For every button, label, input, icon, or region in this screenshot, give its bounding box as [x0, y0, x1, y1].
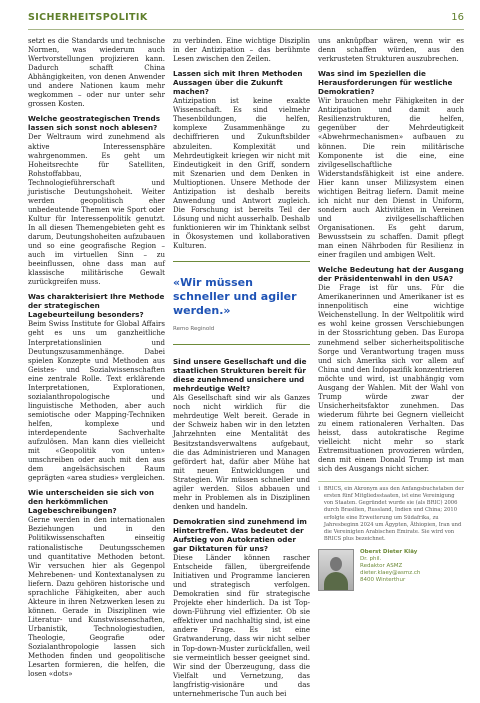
paragraph: setzt es die Standards und technische Normen, was wiederum auch Wertvorstellungen projizieren kann. Dadurch schafft China Abhängigkeiten, von denen Anwender und andere Nationen kaum mehr wegkommen – oder nur unter sehr grossen Kosten.	[28, 37, 165, 109]
author-title: Redaktor ASMZ	[360, 562, 403, 569]
author-info	[360, 549, 420, 584]
paragraph: Wir brauchen mehr Fähigkeiten in der Antizipation und damit auch Resilienzstrukturen, die helfen, gegenüber der Mehrdeutigkeit «Abwehrmechanismen» aufbauen zu können. Die rein militärische Komponente ist die eine, eine zivilgesellschaftliche Widerstandsfähigkeit ist eine andere. Hier kann unser Milizsystem einen wichtigen Beitrag liefern. Damit meine ich nicht nur den Dienst in Uniform, sondern auch Aktivitäten in Vereinen und zivilgesellschaftlichen Organisationen. Es geht darum, Bewusstsein zu schaffen. Damit pflegt man einen Nährboden für Resilienz in einer fragilen und ambigen Welt.	[318, 97, 464, 260]
paragraph: Der Weltraum wird zunehmend als aktive Interessensphäre wahrgenommen. Es geht um Hoheitsrechte für Satelliten, Rohstoffabbau, Technologieführerschaft und juristische Deutungshoheit. Weiter werden geopolitisch eher unbedeutende Themen wie Sport oder Kultur für Interessenpolitik genutzt. In all diesen Themengebieten geht es darum, Deutungshoheiten aufzubauen und so eine geografische Region – auch im virtuellen Sinn – zu beeinflussen, ohne dass man auf klassische militärische Gewalt zurückgreifen muss.	[28, 133, 165, 287]
question-heading: Sind unsere Gesellschaft und die staatlichen Strukturen bereit für diese zunehmend unsichere und mehrdeutige Welt?	[173, 357, 307, 394]
question-heading: Welche geostrategischen Trends lassen sich sonst noch ablesen?	[28, 114, 160, 133]
paragraph: Als Gesellschaft sind wir als Ganzes noch nicht wirklich für die mehrdeutige Welt bereit. Gerade in der Schweiz haben wir in den letzten Jahrzehnten eine Mentalität des Besitzstandsverwaltens aufgebaut, die das Administrieren und Managen gefördert hat, dafür aber Mühe hat mit neuen Entwicklungen und Strategien. Wir müssen schneller und agiler werden. Silos abbauen und mehr in Problemen als in Disziplinen denken und handeln.	[173, 394, 310, 511]
paragraph: uns anknüpfbar wären, wenn wir es denn schaffen würden, aus den verkrusteten Strukturen auszubrechen.	[318, 37, 464, 64]
article-column-2	[173, 37, 310, 703]
article-column-3	[318, 37, 464, 591]
footnote	[318, 481, 464, 543]
footnote-text: BRICS, ein Akronym aus den Anfangsbuchstaben der ersten fünf Mitgliedsstaaten, ist eine Vereinigung von Staaten. Gegründet wurde sie (als BRIC) 2006 durch Brasilien, Russland, Indien und China; 2010 erfolgte eine Erweiterung um Südafrika, zu Jahresbeginn 2024 um Ägypten, Äthiopien, Iran und die Vereinigten Arabischen Emirate. Sie wird von BRICS plus bezeichnet.	[323, 486, 464, 542]
question-heading: Wie unterscheiden sie sich von den herkömmlichen Lagebeschreibungen?	[28, 488, 154, 516]
author-box	[318, 549, 464, 591]
question-heading: Demokratien sind zunehmend im Hintertreffen. Was bedeutet der Aufstieg von Autokratien oder gar Diktaturen für uns?	[173, 516, 307, 554]
pull-quote-text: «Wir müssen schneller und agiler werden.»	[173, 276, 297, 318]
author-city: 8400 Winterthur	[360, 576, 406, 583]
paragraph: Diese Länder können rascher Entscheide fällen, übergreifende Initiativen und Programme lancieren und strategisch verfolgen. Demokratien sind für strategische Projekte eher hinderlich. Da ist Top-down-Führung viel effizienter. Ob sie effektiver und nachhaltig sind, ist eine andere Frage. Es ist eine Gratwanderung, dass wir nicht selber in Top-down-Muster zurückfallen, weil sie vermeintlich besser geeignet sind. Wir sind der Überzeugung, dass die Vielfalt und Vernetzung, das langfristig-visionäre und das unternehmerische Tun auch bei	[173, 554, 310, 698]
author-photo	[318, 549, 354, 591]
paragraph: Antizipation ist keine exakte Wissenschaft. Es sind vielmehr Thesenbildungen, die helfen, komplexe Zusammenhänge zu dechiffrieren und Zukunftsbilder abzuleiten. Komplexität und Mehrdeutigkeit kriegen wir nicht mit Eindeutigkeit in den Griff, sondern mit Szenarien und dem Denken in Multioptionen. Unsere Methode der Antizipation ist deshalb bereits Anwendung und Antwort zugleich. Die Forschung ist bereits Teil der Lösung und nicht ausserhalb. Deshalb funktionieren wir im Thinktank selbst in Ökosystemen und kollaborativen Kulturen.	[173, 97, 310, 251]
paragraph: zu verbinden. Eine wichtige Disziplin in der Antizipation – das berühmte Lesen zwischen den Zeilen.	[173, 37, 310, 64]
author-email[interactable]: dieter.klaey@asmz.ch	[360, 569, 421, 576]
article-column-1	[28, 37, 165, 683]
pull-quote-author: Remo Reginold	[173, 326, 215, 333]
pull-quote	[173, 261, 310, 345]
question-heading: Was charakterisiert Ihre Methode der strategischen Lagebeurteilung besonders?	[28, 292, 165, 320]
paragraph: Gerne werden in den internationalen Beziehungen und in den Politikwissenschaften einseitig rationalistische Deutungsschemen und quantitative Methoden betont. Wir versuchen hier als Gegenpol Mehrebenen- und Kontextanalysen zu liefern. Dazu gehören historische und sprachliche Fähigkeiten, aber auch Akteure in ihren Netzwerken lesen zu können. Gerade in Disziplinen wie Literatur- und Kunstwissenschaften, Urbanistik, Technologiestudien, Theologie, Geografie oder Sozialanthropologie lassen sich Methoden finden und geopolitische Lesarten formieren, die helfen, die losen «dots»	[28, 516, 165, 679]
footnote-mark: 1	[318, 487, 321, 493]
header-rule	[28, 29, 464, 30]
question-heading: Lassen sich mit Ihren Methoden Aussagen über die Zukunft machen?	[173, 69, 303, 97]
paragraph: Beim Swiss Institute for Global Affairs geht es uns um ganzheitliche Interpretationslinien und Deutungszusammenhänge. Dabei spielen Konzepte und Methoden aus Geistes- und Sozialwissenschaften eine zentrale Rolle. Text erklärende Interpretationen, Explorationen, sozialanthropologische und linguistische Methoden, aber auch semiotische oder Mapping-Techniken helfen, komplexe und interdependente Sachverhalte aufzulösen. Man kann dies vielleicht mit «Geopolitik von unten» umschreiben oder auch mit den aus dem angelsächsischen Raum geprägten «area studies» vergleichen.	[28, 320, 165, 483]
author-name: Oberst Dieter Kläy	[360, 548, 418, 555]
question-heading: Welche Bedeutung hat der Ausgang der Präsidentenwahl in den USA?	[318, 265, 464, 284]
question-heading: Was sind im Speziellen die Herausforderungen für westliche Demokratien?	[318, 69, 453, 97]
section-title: SICHERHEITSPOLITIK	[28, 12, 148, 23]
page-header	[28, 12, 464, 28]
author-role: Dr. phil.	[360, 555, 382, 562]
paragraph: Die Frage ist für uns. Für die Amerikanerinnen und Amerikaner ist es innenpolitisch eine wichtige Weichenstellung. In der Weltpolitik wird es wohl keine grossen Verschiebungen in der Stossrichtung geben. Das Europa zunehmend selber sicherheitspolitische Sorge und Verantwortung tragen muss und sich Amerika sich vor allem auf China und den Indopazifik konzentrieren möchte und wird, ist unabhängig vom Ausgang der Wahlen. Mit der Wahl von Trump würde zwar der Unsicherheitsfaktor zunehmen. Das wiederum führte bei Gegnern vielleicht zu einem rationaleren Verhalten. Das heisst, dass autokratische Regime vielleicht nicht mehr so stark Extremsituationen provozieren würden, denn mit einem Donald Trump ist man sich des Ausgangs nicht sicher.	[318, 284, 464, 474]
page-number: 16	[451, 12, 464, 23]
